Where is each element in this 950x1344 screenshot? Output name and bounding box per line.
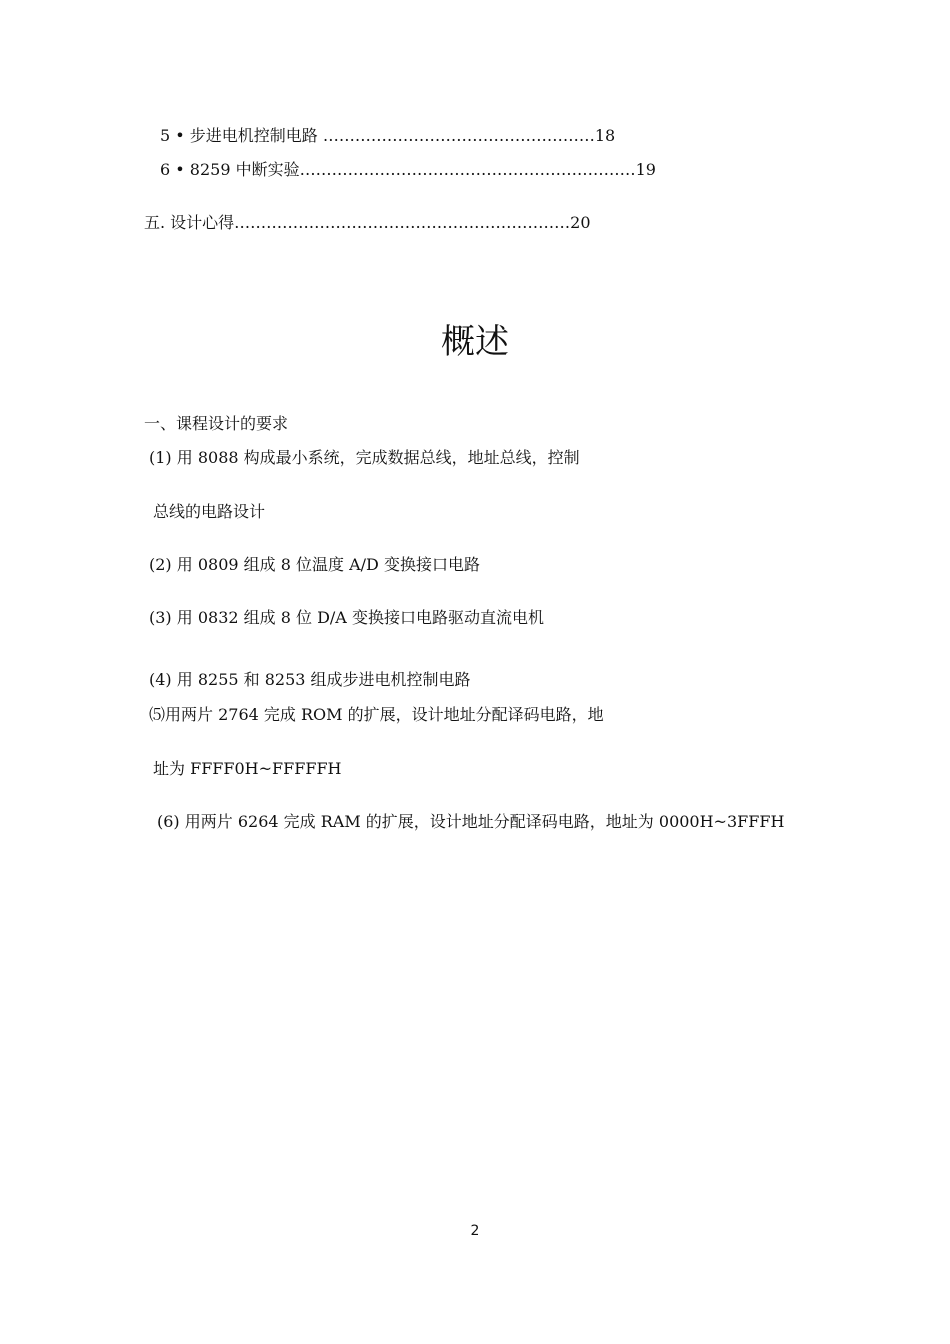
page-number: 2 (470, 1223, 480, 1239)
requirement-line: 址为 FFFF0H~FFFFFH (153, 759, 342, 778)
requirement-line: ⑸用两片 2764 完成 ROM 的扩展，设计地址分配译码电路，地 (149, 705, 604, 724)
section-title: 概述 (441, 322, 509, 362)
toc-entry: 5 • 步进电机控制电路 ……………………………………………18 (160, 126, 616, 145)
toc-entry: 五. 设计心得………………………………………………………20 (144, 213, 591, 232)
requirement-line: (4) 用 8255 和 8253 组成步进电机控制电路 (149, 670, 471, 689)
requirement-line: (6) 用两片 6264 完成 RAM 的扩展，设计地址分配译码电路，地址为 0000H~3FFFH (157, 812, 785, 831)
toc-entry: 6 • 8259 中断实验………………………………………………………19 (160, 160, 656, 179)
requirement-line: (3) 用 0832 组成 8 位 D/A 变换接口电路驱动直流电机 (149, 608, 544, 627)
requirements-heading: 一、课程设计的要求 (144, 414, 289, 433)
requirement-line: (1) 用 8088 构成最小系统，完成数据总线，地址总线，控制 (149, 448, 580, 467)
requirement-line: 总线的电路设计 (153, 502, 266, 521)
requirement-line: (2) 用 0809 组成 8 位温度 A/D 变换接口电路 (149, 555, 480, 574)
